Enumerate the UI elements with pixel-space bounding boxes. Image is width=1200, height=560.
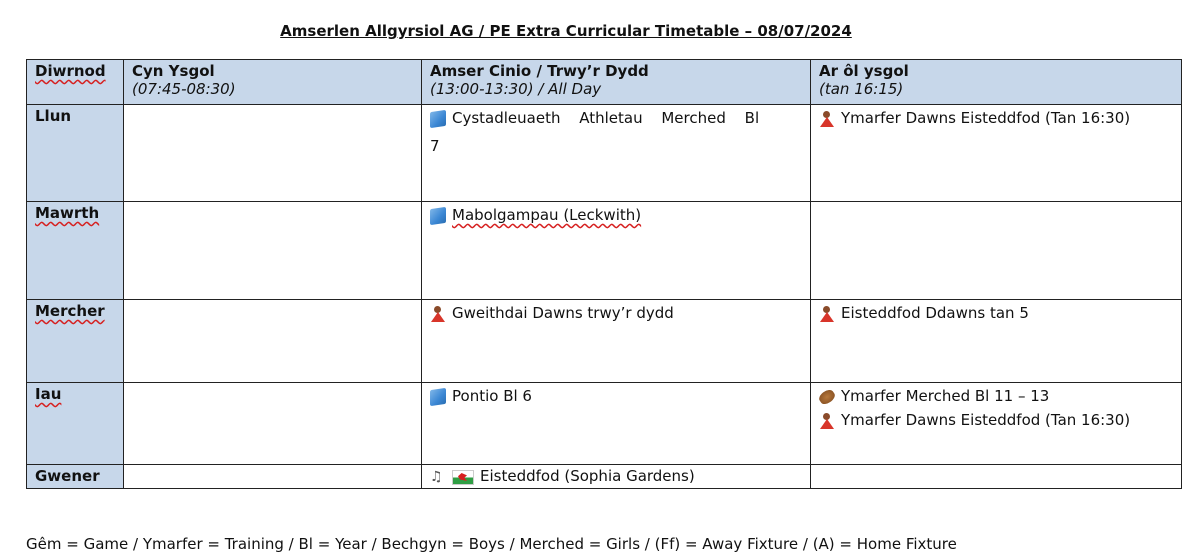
list-item — [430, 387, 802, 405]
dancer-icon — [819, 413, 835, 429]
after-cell — [811, 383, 1182, 465]
list-item — [819, 304, 1173, 322]
rugby-ball-icon — [817, 387, 837, 406]
flag-icon — [430, 388, 446, 406]
table-row — [27, 202, 1182, 300]
list-item — [430, 467, 802, 485]
header-before-sub: (07:45-08:30) — [132, 80, 236, 98]
before-cell — [124, 105, 422, 202]
day-label: Mercher — [35, 302, 105, 320]
entry-text: Ymarfer Merched Bl 11 – 13 — [841, 387, 1050, 405]
list-item — [819, 387, 1173, 405]
list-item — [430, 206, 802, 224]
entry-text: Pontio Bl 6 — [452, 387, 532, 405]
table-row — [27, 105, 1182, 202]
entry-text-cont: 7 — [430, 137, 440, 155]
after-cell — [811, 202, 1182, 300]
flag-icon — [430, 207, 446, 225]
before-cell — [124, 465, 422, 489]
day-cell: Gwener — [27, 465, 124, 489]
day-cell — [27, 383, 124, 465]
legend: Gêm = Game / Ymarfer = Training / Bl = Year / Bechgyn = Boys / Merched = Girls / (Ff) = Away Fixture / (A) = Home Fixture — [26, 535, 957, 553]
after-cell — [811, 465, 1182, 489]
header-after-school — [811, 60, 1182, 105]
table-row — [27, 300, 1182, 383]
entry-text: Eisteddfod (Sophia Gardens) — [480, 467, 695, 485]
wales-flag-icon — [452, 470, 474, 485]
lunch-cell — [422, 300, 811, 383]
list-item — [430, 304, 802, 322]
before-cell — [124, 383, 422, 465]
entry-text: Ymarfer Dawns Eisteddfod (Tan 16:30) — [841, 109, 1131, 127]
day-label: Mawrth — [35, 204, 100, 222]
header-row — [27, 60, 1182, 105]
after-cell — [811, 105, 1182, 202]
lunch-cell — [422, 465, 811, 489]
page-title: Amserlen Allgyrsiol AG / PE Extra Curricular Timetable – 08/07/2024 — [280, 22, 852, 40]
dancer-icon — [430, 306, 446, 322]
day-cell: Llun — [27, 105, 124, 202]
lunch-cell — [422, 105, 811, 202]
dancer-icon — [819, 111, 835, 127]
day-cell — [27, 202, 124, 300]
entry-text: Ymarfer Dawns Eisteddfod (Tan 16:30) — [841, 411, 1131, 429]
table-row — [27, 465, 1182, 489]
list-item — [819, 109, 1173, 127]
header-after-sub: (tan 16:15) — [819, 80, 904, 98]
header-lunch-sub: (13:00-13:30) / All Day — [430, 80, 602, 98]
day-cell — [27, 300, 124, 383]
entry-text: Gweithdai Dawns trwy’r dydd — [452, 304, 674, 322]
list-item — [430, 109, 802, 127]
day-label: Iau — [35, 385, 62, 403]
before-cell — [124, 300, 422, 383]
flag-icon — [430, 110, 446, 128]
music-notes-icon: ♫ — [430, 469, 443, 485]
header-after-main: Ar ôl ysgol — [819, 62, 909, 80]
header-before-main: Cyn Ysgol — [132, 62, 215, 80]
lunch-cell — [422, 202, 811, 300]
before-cell — [124, 202, 422, 300]
header-lunch — [422, 60, 811, 105]
header-day-label: Diwrnod — [35, 62, 106, 80]
after-cell — [811, 300, 1182, 383]
entry-text: Cystadleuaeth Athletau Merched Bl — [452, 109, 760, 127]
list-item — [819, 411, 1173, 429]
dancer-icon — [819, 306, 835, 322]
entry-text: Mabolgampau (Leckwith) — [452, 206, 642, 224]
lunch-cell — [422, 383, 811, 465]
timetable — [26, 59, 1182, 489]
table-row — [27, 383, 1182, 465]
header-lunch-main: Amser Cinio / Trwy’r Dydd — [430, 62, 649, 80]
header-before-school — [124, 60, 422, 105]
entry-text: Eisteddfod Ddawns tan 5 — [841, 304, 1029, 322]
header-day — [27, 60, 124, 105]
